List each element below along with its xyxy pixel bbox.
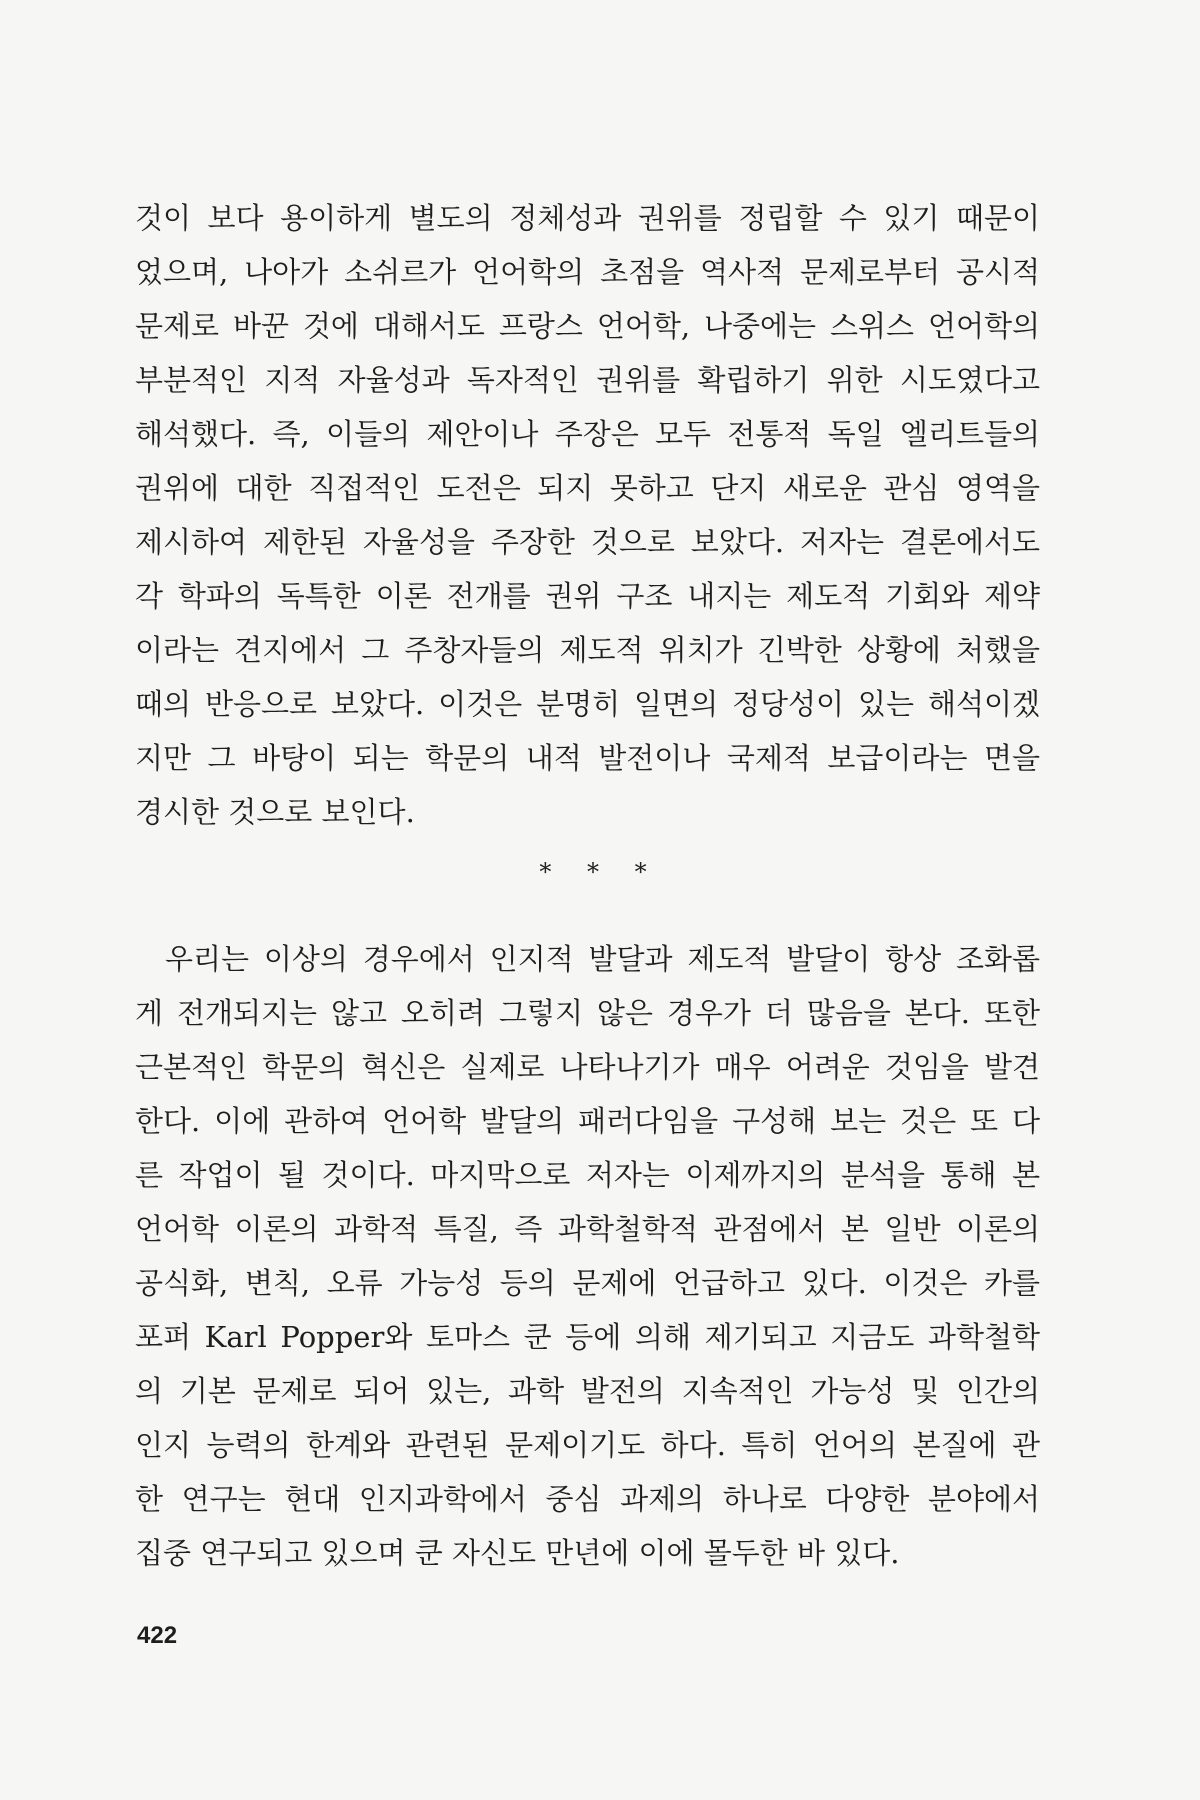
text-line: 부분적인 지적 자율성과 독자적인 권위를 확립하기 위한 시도였다고: [135, 363, 1040, 397]
text-line: 한 연구는 현대 인지과학에서 중심 과제의 하나로 다양한 분야에서: [135, 1482, 1040, 1516]
text-line: 근본적인 학문의 혁신은 실제로 나타나기가 매우 어려운 것임을 발견: [135, 1050, 1040, 1084]
text-line: 었으며, 나아가 소쉬르가 언어학의 초점을 역사적 문제로부터 공시적: [135, 255, 1040, 289]
text-line: 우리는 이상의 경우에서 인지적 발달과 제도적 발달이 항상 조화롭: [165, 942, 1040, 976]
text-line: 경시한 것으로 보인다.: [135, 795, 415, 829]
text-line: 른 작업이 될 것이다. 마지막으로 저자는 이제까지의 분석을 통해 본: [135, 1158, 1040, 1192]
text-line: 포퍼 Karl Popper와 토마스 쿤 등에 의해 제기되고 지금도 과학철학: [135, 1320, 1040, 1354]
text-line: 이라는 견지에서 그 주창자들의 제도적 위치가 긴박한 상황에 처했을: [135, 633, 1040, 667]
page-number: 422: [137, 1622, 178, 1649]
text-line: 때의 반응으로 보았다. 이것은 분명히 일면의 정당성이 있는 해석이겠: [135, 687, 1040, 721]
text-line: 지만 그 바탕이 되는 학문의 내적 발전이나 국제적 보급이라는 면을: [135, 741, 1040, 775]
paragraph-1: [135, 191, 1040, 839]
text-line: 문제로 바꾼 것에 대해서도 프랑스 언어학, 나중에는 스위스 언어학의: [135, 309, 1040, 343]
text-line: 인지 능력의 한계와 관련된 문제이기도 하다. 특히 언어의 본질에 관: [135, 1428, 1040, 1462]
text-line: 것이 보다 용이하게 별도의 정체성과 권위를 정립할 수 있기 때문이: [135, 201, 1040, 235]
text-line: 한다. 이에 관하여 언어학 발달의 패러다임을 구성해 보는 것은 또 다: [135, 1104, 1040, 1138]
text-line: 권위에 대한 직접적인 도전은 되지 못하고 단지 새로운 관심 영역을: [135, 471, 1040, 505]
text-line: 해석했다. 즉, 이들의 제안이나 주장은 모두 전통적 독일 엘리트들의: [135, 417, 1040, 451]
text-line: 언어학 이론의 과학적 특질, 즉 과학철학적 관점에서 본 일반 이론의: [135, 1212, 1040, 1246]
text-line: 집중 연구되고 있으며 쿤 자신도 만년에 이에 몰두한 바 있다.: [135, 1536, 900, 1570]
text-line: 의 기본 문제로 되어 있는, 과학 발전의 지속적인 가능성 및 인간의: [135, 1374, 1040, 1408]
text-line: 제시하여 제한된 자율성을 주장한 것으로 보았다. 저자는 결론에서도: [135, 525, 1040, 559]
text-line: 공식화, 변칙, 오류 가능성 등의 문제에 언급하고 있다. 이것은 카를: [135, 1266, 1040, 1300]
paragraph-2: [135, 932, 1040, 1580]
section-separator: * * *: [539, 858, 661, 886]
text-line: 각 학파의 독특한 이론 전개를 권위 구조 내지는 제도적 기회와 제약: [135, 579, 1040, 613]
text-line: 게 전개되지는 않고 오히려 그렇지 않은 경우가 더 많음을 본다. 또한: [135, 996, 1040, 1030]
